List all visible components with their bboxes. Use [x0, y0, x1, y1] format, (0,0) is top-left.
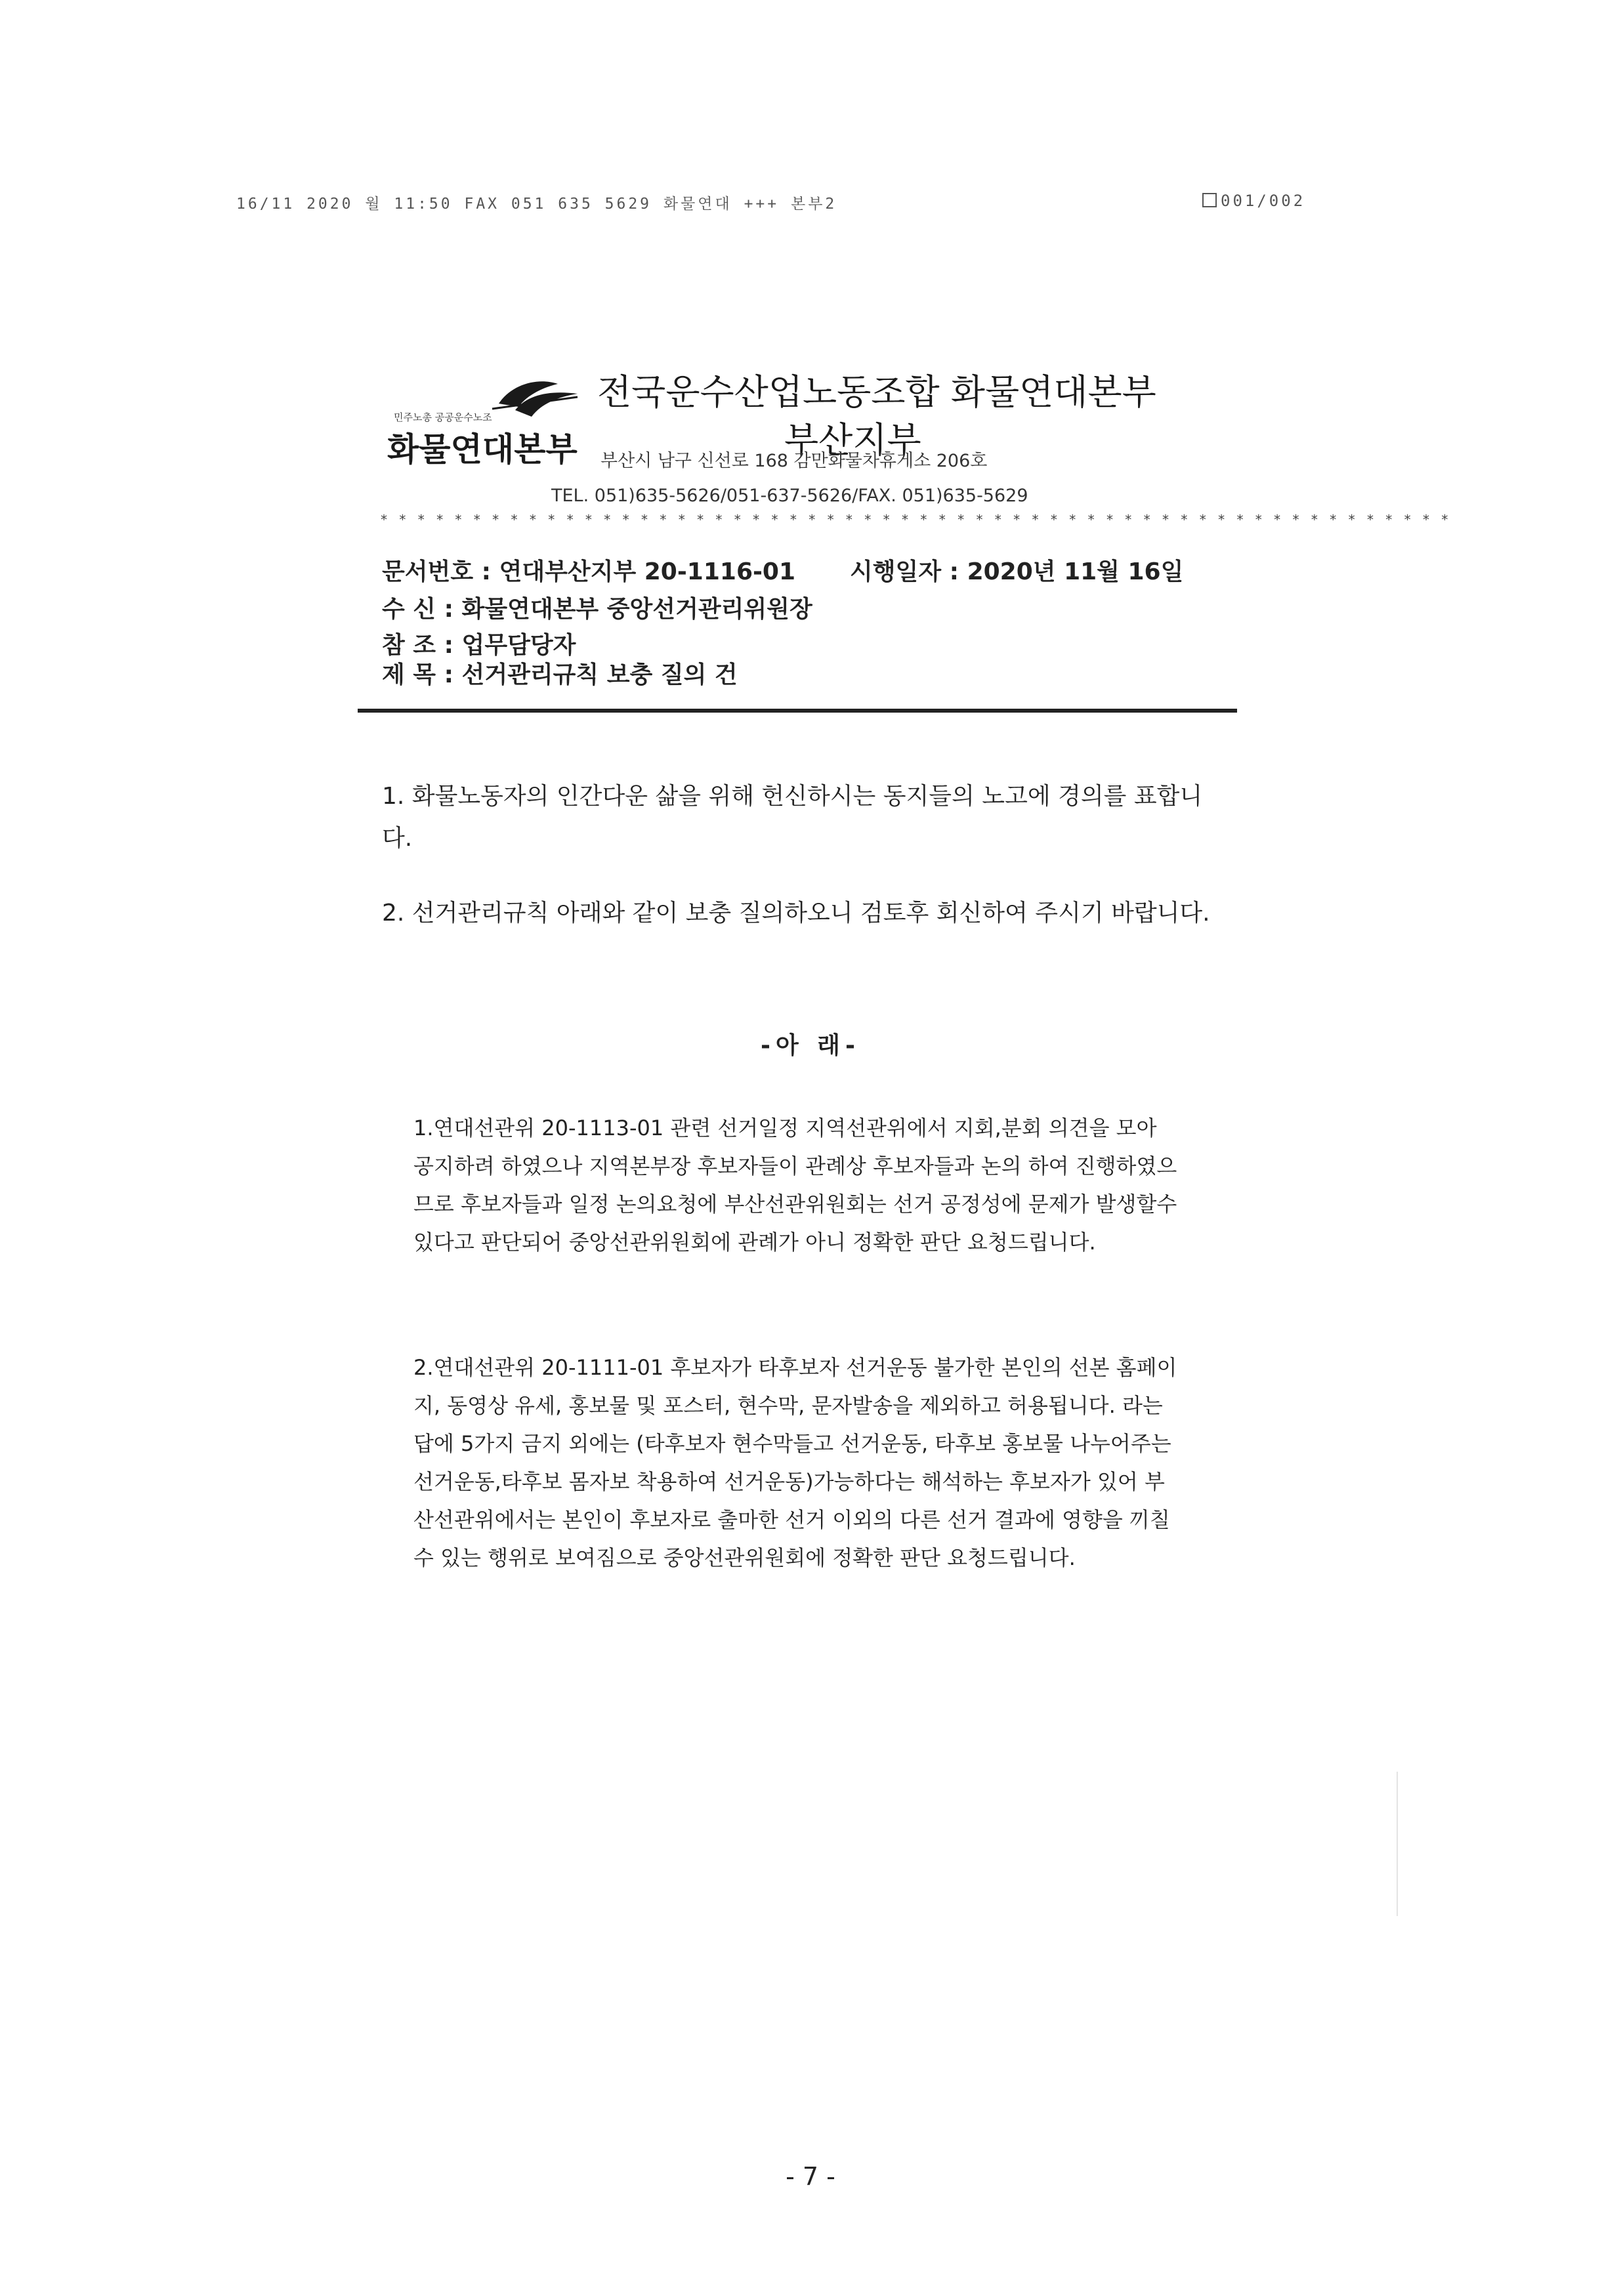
page-number: - 7 -	[786, 2162, 835, 2191]
paragraph-2: 2. 선거관리규칙 아래와 같이 보충 질의하오니 검토후 회신하여 주시기 바랍니다.	[382, 900, 1210, 927]
union-logo	[387, 371, 584, 469]
item-2: 2.연대선관위 20-1111-01 후보자가 타후보자 선거운동 불가한 본인의 선본 홈페이지, 동영상 유세, 홍보물 및 포스터, 현수막, 문자발송을 제외하고 허용됩니다. 라는 답에 5가지 금지 외에는 (타후보자 현수막들고 선거운동, 타후보 홍보물 나누어주는 선거운동,타후보 몸자보 착용하여 선거운동)가능하다는 해석하는 후보자가 있어 부산선관위에서는 본인이 후보자로 출마한 선거 이외의 다른 선거 결과에 영향을 끼칠 수 있는 행위로 보여짐으로 중앙선관위원회에 정확한 판단 요청드립니다.	[413, 1355, 1177, 1570]
address: 부산시 남구 신선로 168 감만화물차휴게소 206호	[600, 451, 988, 471]
recipient: 수 신 : 화물연대본부 중앙선거관리위원장	[382, 596, 812, 623]
subject: 제 목 : 선거관리규칙 보충 질의 건	[382, 661, 738, 688]
fax-page-icon	[1202, 193, 1217, 207]
logo-name: 화물연대본부	[387, 430, 578, 469]
reference: 참 조 : 업무담당자	[382, 632, 576, 659]
paragraph-1: 1. 화물노동자의 인간다운 삶을 위해 헌신하시는 동지들의 노고에 경의를 표합니다.	[382, 783, 1203, 852]
logo-subtitle: 민주노총 공공운수노조	[394, 411, 492, 423]
fax-page-value: 001/002	[1221, 192, 1306, 210]
header-rule	[358, 709, 1237, 713]
document-number: 문서번호 : 연대부산지부 20-1116-01	[382, 558, 796, 585]
notice-heading: -아 래-	[761, 1032, 860, 1059]
scan-margin-line	[1397, 1772, 1398, 1916]
fax-header-line: 16/11 2020 월 11:50 FAX 051 635 5629 화물연대 +++ 본부2	[236, 196, 837, 213]
contact-info: TEL. 051)635-5626/051-637-5626/FAX. 051)635-5629	[551, 486, 1028, 506]
fax-page-count	[1202, 192, 1305, 210]
issue-date: 시행일자 : 2020년 11월 16일	[850, 558, 1184, 585]
branch-name: 부산지부	[784, 419, 921, 461]
organization-name: 전국운수산업노동조합 화물연대본부	[597, 371, 1156, 413]
star-divider: * * * * * * * * * * * * * * * * * * * * * * * * * * * * * * * * * * * * * * * * * * * * * * * * * * * * * * * * * *	[381, 512, 1452, 528]
item-1: 1.연대선관위 20-1113-01 관련 선거일정 지역선관위에서 지회,분회 의견을 모아 공지하려 하였으나 지역본부장 후보자들이 관례상 후보자들과 논의 하여 진행하였으므로 후보자들과 일정 논의요청에 부산선관위원회는 선거 공정성에 문제가 발생할수 있다고 판단되어 중앙선관위원회에 관례가 아니 정확한 판단 요청드립니다.	[413, 1116, 1177, 1255]
